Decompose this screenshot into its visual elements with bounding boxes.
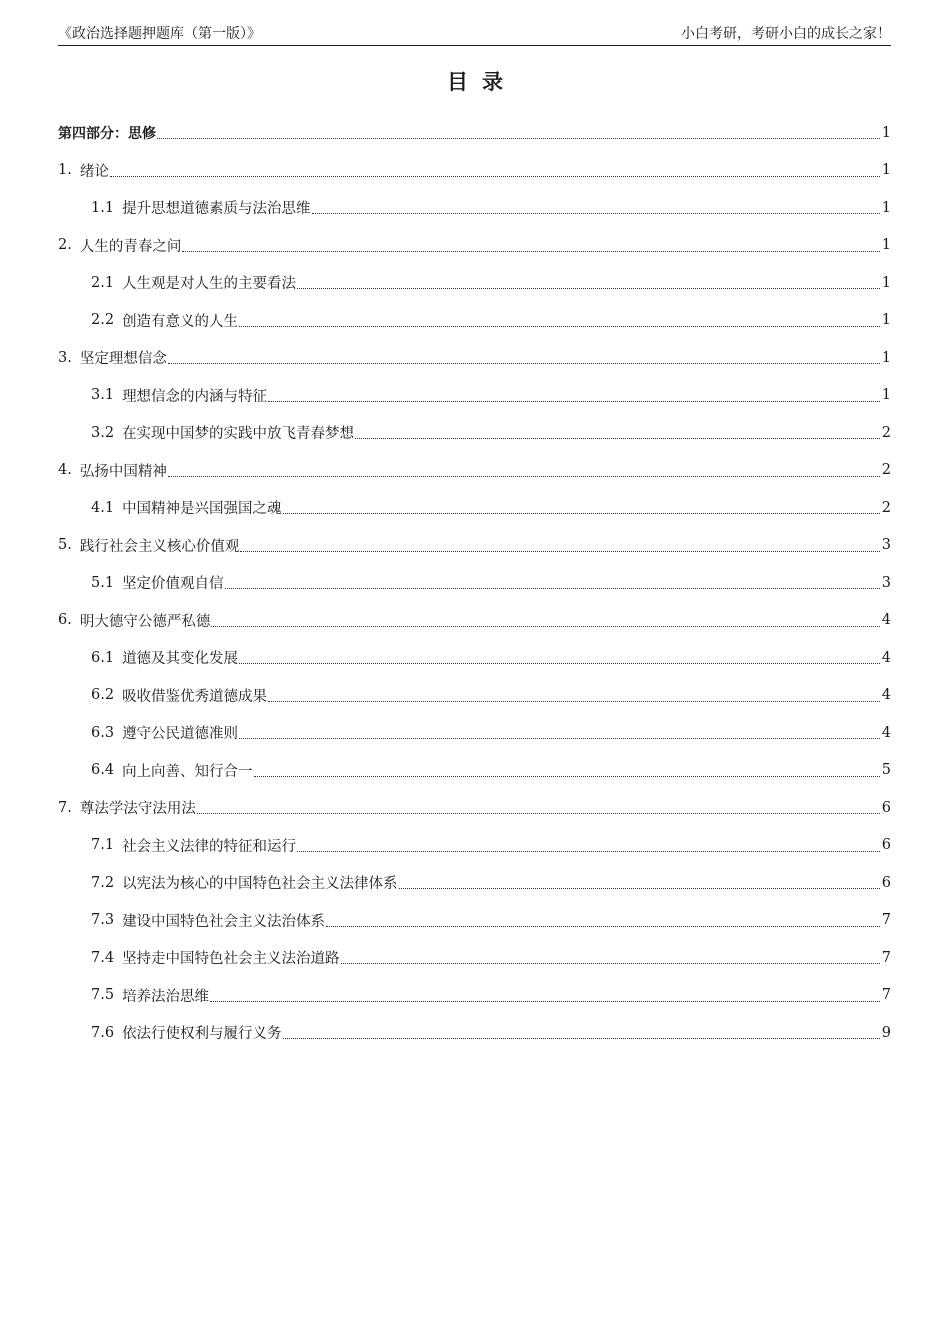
toc-entry-number: 6.3 xyxy=(91,724,115,741)
toc-entry-label: 明大德守公德严私德 xyxy=(79,613,211,630)
toc-entry-page-number: 7 xyxy=(881,987,891,1004)
table-of-contents xyxy=(58,114,891,1052)
toc-entry-page-number: 1 xyxy=(881,312,891,329)
toc-entry-label: 培养法治思维 xyxy=(122,988,210,1005)
toc-entry-page-number: 3 xyxy=(881,537,891,554)
toc-entry-page-number: 1 xyxy=(881,199,891,216)
toc-entry-page-number: 3 xyxy=(881,574,891,591)
toc-entry-label: 社会主义法律的特征和运行 xyxy=(122,838,297,855)
dot-leader xyxy=(355,438,880,439)
dot-leader xyxy=(182,251,879,252)
toc-entry-number: 6.4 xyxy=(91,762,115,779)
toc-entry-label: 向上向善、知行合一 xyxy=(122,763,253,780)
toc-entry-label: 人生的青春之问 xyxy=(79,238,182,255)
dot-leader xyxy=(297,288,880,289)
toc-entry-page-number: 1 xyxy=(881,237,891,254)
toc-entry-number: 6. xyxy=(58,612,72,629)
toc-entry-page-number: 2 xyxy=(881,424,891,441)
toc-entry-number: 3.1 xyxy=(91,387,115,404)
toc-entry-page-number: 1 xyxy=(881,387,891,404)
toc-entry-page-number: 2 xyxy=(881,499,891,516)
dot-leader xyxy=(225,588,880,589)
toc-entry-number: 6.1 xyxy=(91,649,115,666)
dot-leader xyxy=(110,176,880,177)
toc-entry-number: 1.1 xyxy=(91,199,115,216)
toc-entry-page-number: 1 xyxy=(881,349,891,366)
toc-entry-label: 坚定理想信念 xyxy=(79,351,167,368)
toc-entry-label: 依法行使权利与履行义务 xyxy=(122,1026,282,1043)
toc-entry-label: 以宪法为核心的中国特色社会主义法律体系 xyxy=(122,876,398,893)
dot-leader xyxy=(168,363,880,364)
toc-entry-label: 道德及其变化发展 xyxy=(122,651,239,668)
dot-leader xyxy=(268,701,880,702)
toc-entry-page-number: 6 xyxy=(881,837,891,854)
toc-entry[interactable] xyxy=(58,564,891,602)
toc-entry[interactable] xyxy=(58,227,891,265)
toc-entry-number: 7.5 xyxy=(91,987,115,1004)
toc-entry-page-number: 6 xyxy=(881,799,891,816)
toc-entry-label: 践行社会主义核心价值观 xyxy=(79,538,240,555)
toc-entry[interactable] xyxy=(58,189,891,227)
toc-entry-page-number: 7 xyxy=(881,912,891,929)
toc-entry-number: 1. xyxy=(58,162,72,179)
toc-entry-label: 遵守公民道德准则 xyxy=(122,726,239,743)
toc-entry-page-number: 4 xyxy=(881,612,891,629)
toc-entry-page-number: 5 xyxy=(881,762,891,779)
toc-entry-label: 中国精神是兴国强国之魂 xyxy=(122,501,282,518)
toc-entry-label: 理想信念的内涵与特征 xyxy=(122,388,268,405)
toc-entry[interactable] xyxy=(58,414,891,452)
toc-entry[interactable] xyxy=(58,752,891,790)
dot-leader xyxy=(239,738,880,739)
toc-entry-page-number: 4 xyxy=(881,724,891,741)
toc-entry-number: 4.1 xyxy=(91,499,115,516)
toc-entry[interactable] xyxy=(58,902,891,940)
dot-leader xyxy=(399,888,880,889)
toc-entry[interactable] xyxy=(58,302,891,340)
toc-entry-page-number: 4 xyxy=(881,687,891,704)
dot-leader xyxy=(326,926,880,927)
page-header xyxy=(58,21,891,46)
toc-entry-page-number: 1 xyxy=(881,124,891,141)
toc-entry-number: 7.6 xyxy=(91,1024,115,1041)
toc-entry[interactable] xyxy=(58,152,891,190)
dot-leader xyxy=(283,1038,880,1039)
toc-entry[interactable] xyxy=(58,939,891,977)
toc-entry[interactable] xyxy=(58,527,891,565)
toc-entry-number: 7. xyxy=(58,799,72,816)
toc-entry-page-number: 4 xyxy=(881,649,891,666)
toc-entry-label: 在实现中国梦的实践中放飞青春梦想 xyxy=(122,426,355,443)
dot-leader xyxy=(239,663,880,664)
dot-leader xyxy=(297,851,880,852)
toc-entry[interactable] xyxy=(58,977,891,1015)
toc-entry[interactable] xyxy=(58,377,891,415)
toc-entry[interactable] xyxy=(58,114,891,152)
toc-entry[interactable] xyxy=(58,264,891,302)
toc-entry-number: 5.1 xyxy=(91,574,115,591)
toc-entry-number: 7.3 xyxy=(91,912,115,929)
toc-entry-label: 弘扬中国精神 xyxy=(79,463,167,480)
toc-entry-number: 5. xyxy=(58,537,72,554)
toc-entry-label: 坚定价值观自信 xyxy=(122,576,224,593)
toc-entry-page-number: 7 xyxy=(881,949,891,966)
dot-leader xyxy=(254,776,880,777)
toc-entry-label: 第四部分：思修 xyxy=(58,125,156,142)
toc-entry[interactable] xyxy=(58,339,891,377)
toc-entry-page-number: 2 xyxy=(881,462,891,479)
toc-entry-number: 7.4 xyxy=(91,949,115,966)
toc-entry-label: 吸收借鉴优秀道德成果 xyxy=(122,688,268,705)
dot-leader xyxy=(312,213,880,214)
toc-entry-label: 建设中国特色社会主义法治体系 xyxy=(122,913,326,930)
dot-leader xyxy=(283,513,880,514)
dot-leader xyxy=(157,138,880,139)
dot-leader xyxy=(240,551,879,552)
toc-entry[interactable] xyxy=(58,789,891,827)
dot-leader xyxy=(268,401,880,402)
toc-entry-label: 绪论 xyxy=(79,163,109,180)
dot-leader xyxy=(211,626,879,627)
dot-leader xyxy=(210,1001,880,1002)
toc-entry[interactable] xyxy=(58,864,891,902)
toc-entry[interactable] xyxy=(58,639,891,677)
toc-entry-page-number: 1 xyxy=(881,274,891,291)
header-document-title: 《政治选择题押题库（第一版）》 xyxy=(58,26,261,42)
toc-entry-label: 创造有意义的人生 xyxy=(122,313,239,330)
toc-entry-page-number: 1 xyxy=(881,162,891,179)
toc-entry-number: 7.2 xyxy=(91,874,115,891)
toc-entry-label: 人生观是对人生的主要看法 xyxy=(122,276,297,293)
toc-entry-label: 坚持走中国特色社会主义法治道路 xyxy=(122,951,340,968)
toc-title: 目录 xyxy=(447,70,517,94)
toc-entry-label: 提升思想道德素质与法治思维 xyxy=(122,201,311,218)
toc-entry-number: 2.1 xyxy=(91,274,115,291)
toc-entry-number: 2.2 xyxy=(91,312,115,329)
toc-entry-number: 3. xyxy=(58,349,72,366)
toc-entry[interactable] xyxy=(58,714,891,752)
toc-entry-number: 6.2 xyxy=(91,687,115,704)
dot-leader xyxy=(341,963,880,964)
toc-entry-number: 7.1 xyxy=(91,837,115,854)
toc-entry-number: 3.2 xyxy=(91,424,115,441)
toc-entry[interactable] xyxy=(58,827,891,865)
toc-entry-page-number: 9 xyxy=(881,1024,891,1041)
header-slogan: 小白考研，考研小白的成长之家！ xyxy=(681,26,891,42)
toc-entry-label: 尊法学法守法用法 xyxy=(79,801,196,818)
toc-entry[interactable] xyxy=(58,602,891,640)
dot-leader xyxy=(239,326,880,327)
toc-entry[interactable] xyxy=(58,489,891,527)
toc-entry-number: 2. xyxy=(58,237,72,254)
toc-entry-number: 4. xyxy=(58,462,72,479)
dot-leader xyxy=(168,476,880,477)
dot-leader xyxy=(197,813,880,814)
toc-entry-page-number: 6 xyxy=(881,874,891,891)
toc-entry[interactable] xyxy=(58,1014,891,1052)
toc-entry[interactable] xyxy=(58,677,891,715)
toc-entry[interactable] xyxy=(58,452,891,490)
